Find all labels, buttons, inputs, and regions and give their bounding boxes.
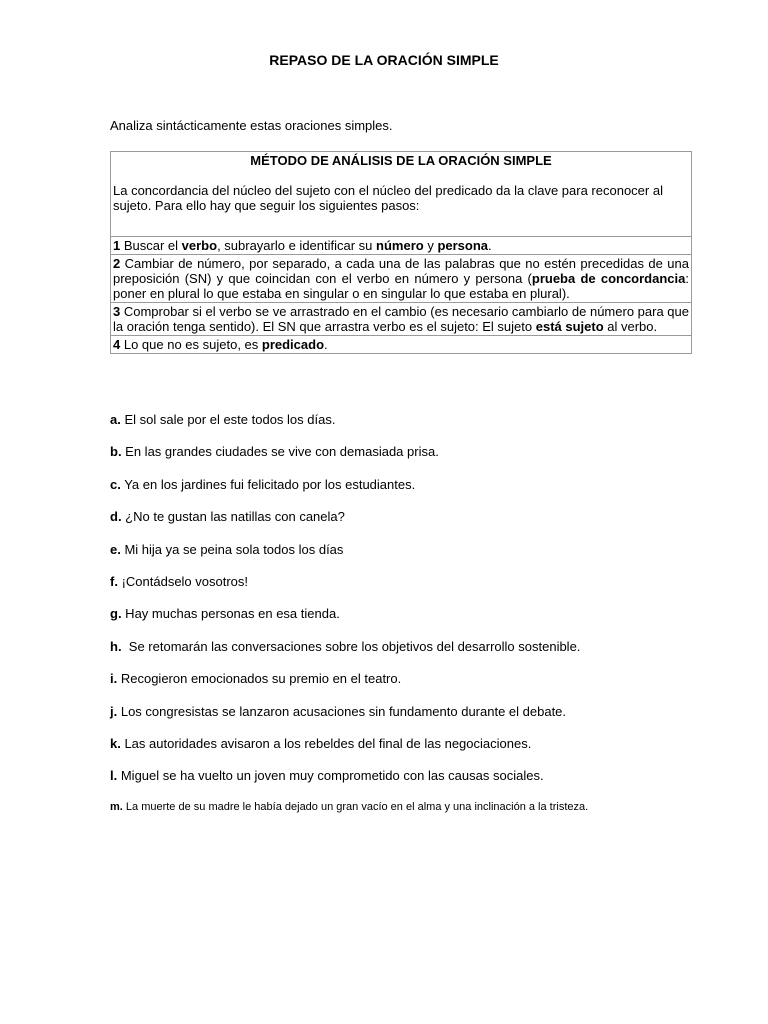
step-text: , subrayarlo e identificar su (217, 238, 377, 253)
method-box (110, 151, 692, 354)
sentence-text: Hay muchas personas en esa tienda. (121, 606, 340, 622)
sentence-b (110, 444, 588, 476)
step-number: 3 (113, 304, 121, 319)
step-number: 4 (113, 337, 121, 352)
sentence-h (110, 639, 588, 671)
sentence-letter: f. (110, 573, 118, 589)
step-text: al verbo. (603, 319, 658, 334)
sentence-k (110, 736, 588, 768)
sentence-letter: j. (110, 703, 118, 719)
page-title: REPASO DE LA ORACIÓN SIMPLE (269, 52, 499, 68)
method-intro: La concordancia del núcleo del sujeto con el núcleo del predicado da la clave para reconocer al sujeto. Para ello hay que seguir los siguientes pasos: (113, 183, 663, 213)
sentence-c (110, 477, 588, 509)
sentence-j (110, 704, 588, 736)
method-step-4 (111, 335, 691, 353)
method-heading: MÉTODO DE ANÁLISIS DE LA ORACIÓN SIMPLE (250, 153, 552, 168)
sentence-list (110, 412, 588, 833)
method-step-2 (111, 254, 691, 302)
sentence-letter: m. (110, 800, 123, 813)
step-bold-text: número (376, 238, 424, 253)
sentence-d (110, 509, 588, 541)
sentence-text: Se retomarán las conversaciones sobre los objetivos del desarrollo sostenible. (121, 638, 581, 654)
sentence-f (110, 574, 588, 606)
sentence-text: En las grandes ciudades se vive con demasiada prisa. (121, 444, 439, 460)
sentence-text: Ya en los jardines fui felicitado por los estudiantes. (120, 476, 416, 492)
step-bold-text: predicado (261, 337, 325, 352)
step-text: . (488, 238, 492, 253)
sentence-text: Los congresistas se lanzaron acusaciones sin fundamento durante el debate. (117, 703, 567, 719)
sentence-m (110, 801, 588, 833)
sentence-text: La muerte de su madre le había dejado un gran vacío en el alma y una inclinación a la tristeza. (122, 800, 589, 813)
step-text: Buscar el (120, 238, 182, 253)
sentence-letter: k. (110, 735, 121, 751)
sentence-text: Las autoridades avisaron a los rebeldes del final de las negociaciones. (120, 735, 532, 751)
method-step-3 (111, 302, 691, 335)
step-text: . (324, 337, 328, 352)
sentence-letter: d. (110, 509, 122, 525)
sentence-letter: l. (110, 768, 118, 784)
sentence-i (110, 671, 588, 703)
method-step-1 (111, 236, 691, 254)
step-bold-text: está sujeto (535, 319, 604, 334)
step-text: : poner en plural lo que estaba en singular o en singular lo que estaba en plural). (113, 271, 689, 301)
sentence-text: Recogieron emocionados su premio en el teatro. (117, 671, 402, 687)
sentence-letter: e. (110, 541, 121, 557)
sentence-text: El sol sale por el este todos los días. (120, 412, 336, 427)
step-text: Comprobar si el verbo se ve arrastrado en el cambio (es necesario cambiarlo de número para que la oración tenga sentido). El SN que arrastra verbo es el sujeto: El sujeto (113, 304, 689, 334)
sentence-letter: c. (110, 476, 121, 492)
step-bold-text: prueba de concordancia (531, 271, 686, 286)
sentence-letter: a. (110, 412, 121, 427)
sentence-letter: i. (110, 671, 118, 687)
step-number: 2 (113, 256, 121, 271)
sentence-text: ¡Contádselo vosotros! (117, 573, 249, 589)
step-text: Lo que no es sujeto, es (120, 337, 262, 352)
sentence-text: ¿No te gustan las natillas con canela? (121, 509, 345, 525)
sentence-e (110, 542, 588, 574)
step-number: 1 (113, 238, 121, 253)
step-text: Cambiar de número, por separado, a cada una de las palabras que no estén precedidas de una preposición (SN) y que coincidan con el verbo en número y persona ( (113, 256, 689, 286)
instruction-text: Analiza sintácticamente estas oraciones simples. (110, 118, 393, 133)
sentence-g (110, 606, 588, 638)
sentence-a (110, 412, 588, 444)
sentence-letter: g. (110, 606, 122, 622)
method-header-cell (111, 152, 691, 236)
sentence-text: Mi hija ya se peina sola todos los días (120, 541, 344, 557)
sentence-letter: b. (110, 444, 122, 460)
step-bold-text: persona (437, 238, 489, 253)
sentence-letter: h. (110, 638, 122, 654)
sentence-l (110, 768, 588, 800)
step-bold-text: verbo (181, 238, 218, 253)
sentence-text: Miguel se ha vuelto un joven muy comprometido con las causas sociales. (117, 768, 544, 784)
step-text: y (423, 238, 438, 253)
